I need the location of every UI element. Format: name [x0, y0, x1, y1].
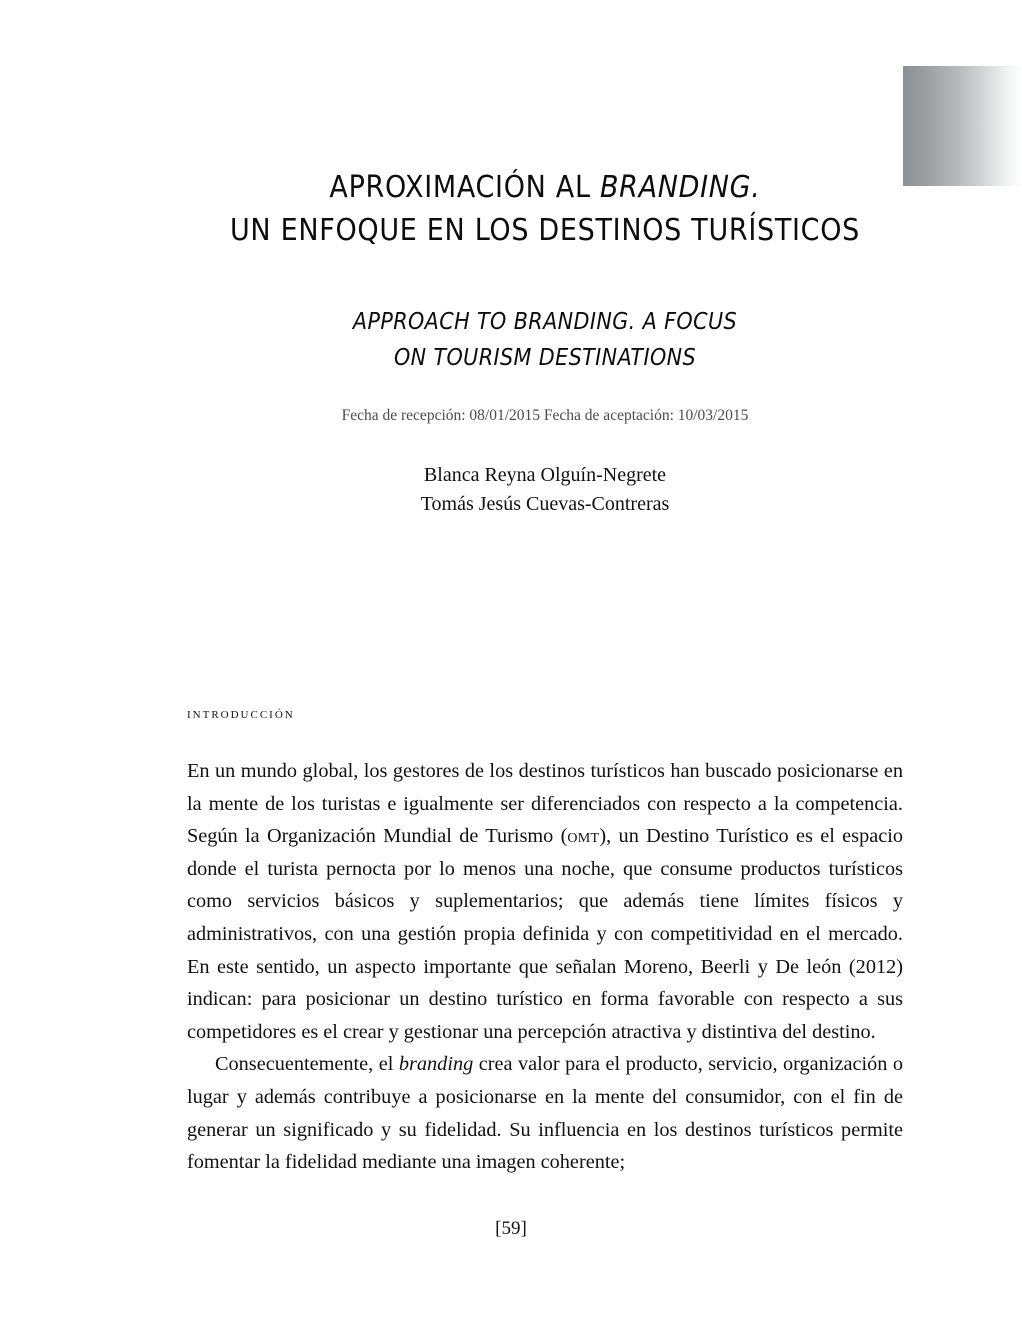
- paragraph-2-part-1: Consecuentemente, el: [215, 1053, 399, 1076]
- paragraph-2: [187, 1048, 903, 1178]
- paragraph-1-part-1: En un mundo global, los gestores de los destinos turísticos han buscado posicionarse en la mente de los turistas e igualmente ser diferenciados con respecto a la competencia. Según la Organización Mundial de Turismo (: [187, 760, 903, 848]
- section-heading-introduccion: introducción: [187, 705, 295, 722]
- page-subtitle-line-2: ON TOURISM DESTINATIONS: [393, 345, 697, 371]
- paragraph-2-part-2: crea valor para el producto, servicio, organización o lugar y además contribuye a posicionarse en la mente del consumidor, con el fin de generar un significado y su fidelidad. Su influencia en los destinos turísticos permite fomentar la fidelidad mediante una imagen coherente;: [187, 1053, 903, 1174]
- page-title-line-1-italic: BRANDING.: [599, 170, 761, 205]
- term-branding: branding: [398, 1053, 474, 1076]
- title-block: [187, 166, 903, 518]
- page-subtitle-line-1: APPROACH TO BRANDING. A FOCUS: [352, 309, 738, 335]
- page-title: [187, 166, 903, 209]
- author-name: Blanca Reyna Olguín-Negrete: [423, 464, 667, 486]
- page-number: [59]: [495, 1218, 527, 1239]
- body-text: [187, 755, 903, 1179]
- page-title-line-1-prefix: APROXIMACIÓN AL: [329, 170, 600, 205]
- author-name: Tomás Jesús Cuevas-Contreras: [420, 492, 670, 515]
- corner-gradient-decoration: [903, 66, 1022, 186]
- acronym-omt: omt: [567, 825, 600, 848]
- author-list: [187, 427, 903, 518]
- page-title-line-2: UN ENFOQUE EN LOS DESTINOS TURÍSTICOS: [229, 213, 861, 248]
- paragraph-1: [187, 755, 903, 1048]
- paragraph-1-part-2: ), un Destino Turístico es el espacio donde el turista pernocta por lo menos una noche, que consume productos turísticos como servicios básicos y suplementarios; que además tiene límites físicos y administrativos, con una gestión propia definida y con competitividad en el mercado. En este sentido, un aspecto importante que señalan Moreno, Beerli y De león (2012) indican: para posicionar un destino turístico en forma favorable con respecto a sus competidores es el crear y gestionar una percepción atractiva y distintiva del destino.: [187, 825, 903, 1043]
- submission-dates: Fecha de recepción: 08/01/2015 Fecha de aceptación: 10/03/2015: [341, 407, 749, 424]
